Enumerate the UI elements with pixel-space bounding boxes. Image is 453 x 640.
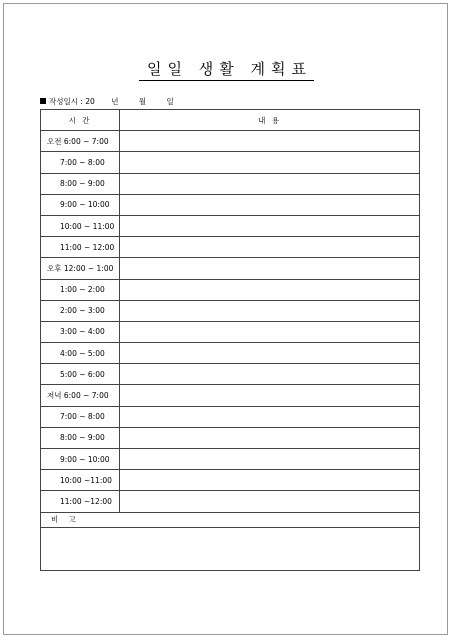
table-row <box>41 300 420 321</box>
table-header-row <box>41 110 420 131</box>
table-row <box>41 343 420 364</box>
table-row <box>41 470 420 491</box>
time-slot-label: 9:00 ~ 10:00 <box>41 194 120 215</box>
plan-content-cell[interactable] <box>120 449 420 470</box>
time-slot-label: 10:00 ~ 11:00 <box>41 215 120 236</box>
table-row <box>41 427 420 448</box>
plan-content-cell[interactable] <box>120 194 420 215</box>
table-row <box>41 258 420 279</box>
plan-content-cell[interactable] <box>120 343 420 364</box>
time-slot-label: 2:00 ~ 3:00 <box>41 300 120 321</box>
table-row <box>41 321 420 342</box>
time-slot-label: 오후 12:00 ~ 1:00 <box>41 258 120 279</box>
time-slot-label: 5:00 ~ 6:00 <box>41 364 120 385</box>
time-slot-label: 1:00 ~ 2:00 <box>41 279 120 300</box>
time-slot-label: 저녁 6:00 ~ 7:00 <box>41 385 120 406</box>
time-slot-label: 오전 6:00 ~ 7:00 <box>41 131 120 152</box>
table-row <box>41 406 420 427</box>
time-slot-label: 7:00 ~ 8:00 <box>41 152 120 173</box>
plan-content-cell[interactable] <box>120 321 420 342</box>
table-row <box>41 194 420 215</box>
plan-content-cell[interactable] <box>120 427 420 448</box>
table-row <box>41 364 420 385</box>
square-bullet-icon <box>40 98 46 104</box>
schedule-table <box>40 109 420 571</box>
table-row <box>41 237 420 258</box>
time-column-header: 시 간 <box>41 110 120 131</box>
month-unit: 월 <box>138 97 147 106</box>
page-title: 일일 생활 계획표 <box>0 58 453 79</box>
plan-content-cell[interactable] <box>120 385 420 406</box>
table-row <box>41 173 420 194</box>
day-unit: 일 <box>166 97 174 106</box>
time-slot-label: 10:00 ~11:00 <box>41 470 120 491</box>
plan-content-cell[interactable] <box>120 364 420 385</box>
plan-content-cell[interactable] <box>120 237 420 258</box>
remarks-body-row <box>41 527 420 570</box>
remarks-label: 비 고 <box>41 512 420 527</box>
plan-content-cell[interactable] <box>120 279 420 300</box>
time-slot-label: 11:00 ~12:00 <box>41 491 120 512</box>
table-row <box>41 131 420 152</box>
date-label: 작성일시 : 20 <box>49 97 95 106</box>
content-column-header: 내 용 <box>120 110 420 131</box>
plan-content-cell[interactable] <box>120 491 420 512</box>
remarks-label-row <box>41 512 420 527</box>
plan-content-cell[interactable] <box>120 300 420 321</box>
plan-content-cell[interactable] <box>120 215 420 236</box>
date-line <box>40 96 174 107</box>
plan-content-cell[interactable] <box>120 406 420 427</box>
plan-content-cell[interactable] <box>120 258 420 279</box>
time-slot-label: 8:00 ~ 9:00 <box>41 173 120 194</box>
time-slot-label: 4:00 ~ 5:00 <box>41 343 120 364</box>
time-slot-label: 9:00 ~ 10:00 <box>41 449 120 470</box>
time-slot-label: 7:00 ~ 8:00 <box>41 406 120 427</box>
time-slot-label: 11:00 ~ 12:00 <box>41 237 120 258</box>
table-row <box>41 385 420 406</box>
plan-content-cell[interactable] <box>120 173 420 194</box>
time-slot-label: 3:00 ~ 4:00 <box>41 321 120 342</box>
time-slot-label: 8:00 ~ 9:00 <box>41 427 120 448</box>
table-row <box>41 491 420 512</box>
year-unit: 년 <box>111 97 119 106</box>
table-row <box>41 152 420 173</box>
table-row <box>41 215 420 236</box>
plan-content-cell[interactable] <box>120 131 420 152</box>
table-row <box>41 279 420 300</box>
plan-content-cell[interactable] <box>120 152 420 173</box>
table-row <box>41 449 420 470</box>
remarks-field[interactable] <box>41 527 420 570</box>
plan-content-cell[interactable] <box>120 470 420 491</box>
